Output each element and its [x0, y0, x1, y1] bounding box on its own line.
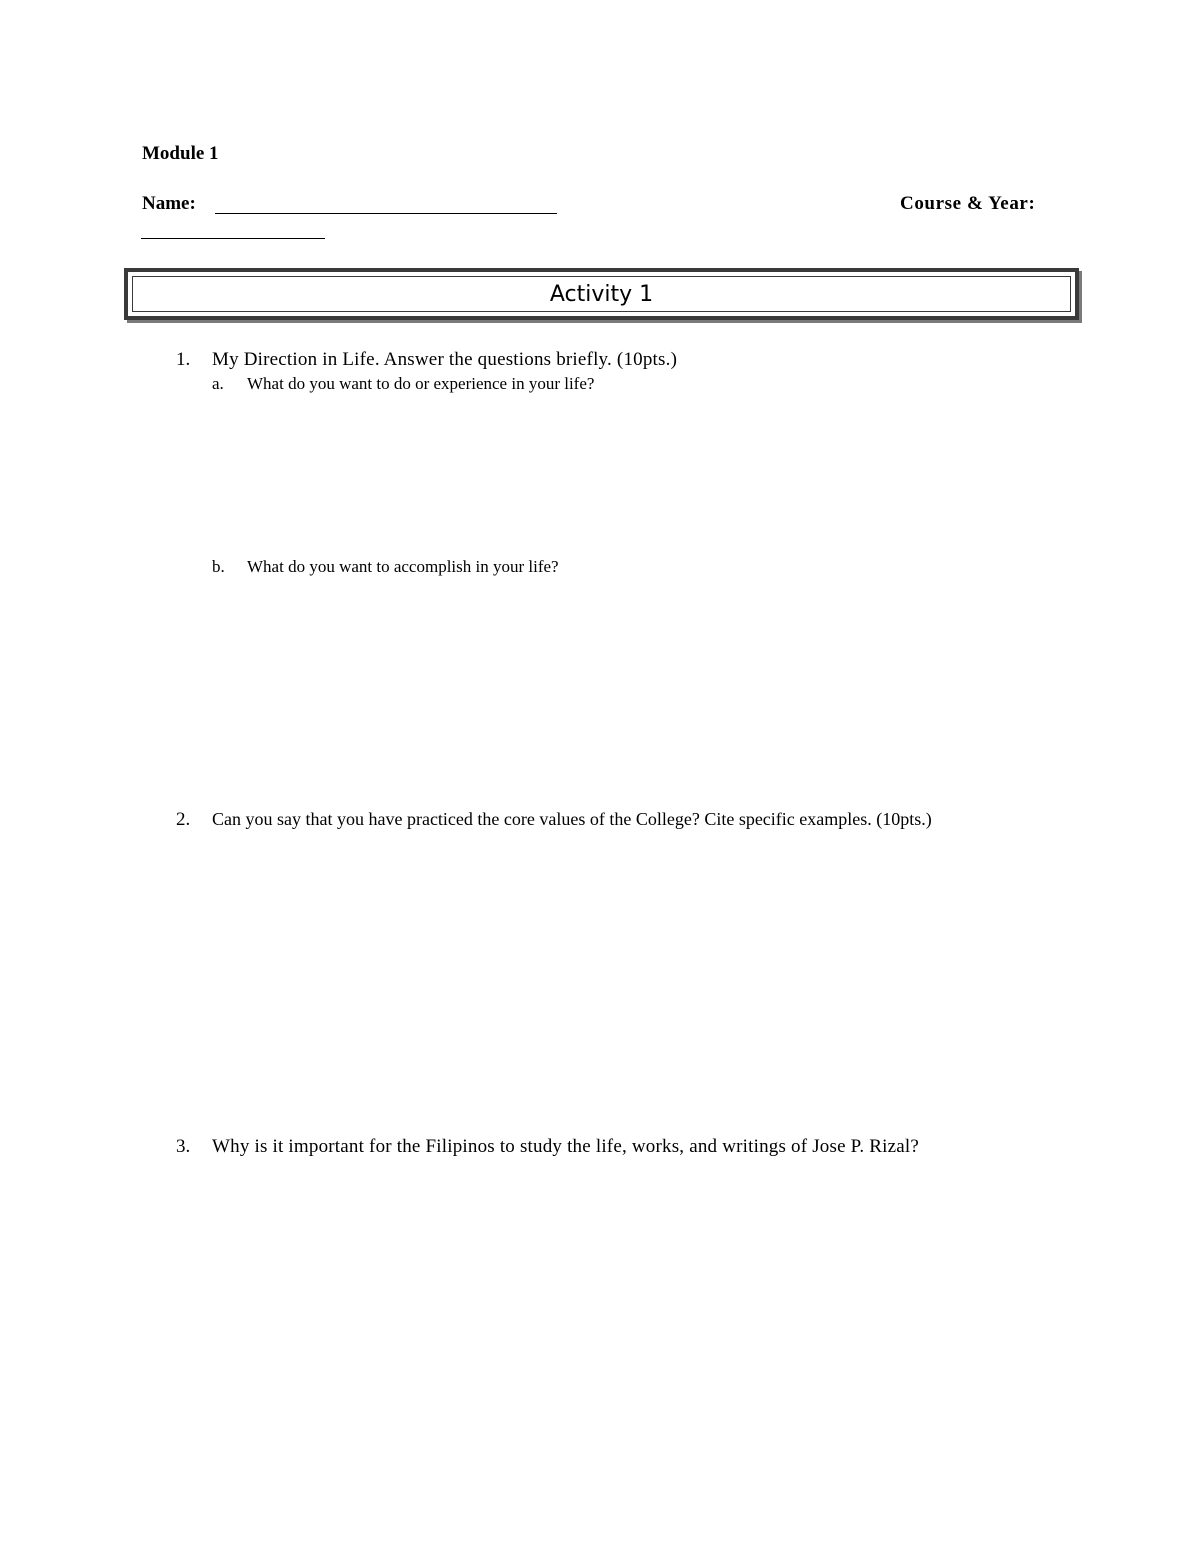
- question-1b-text: What do you want to accomplish in your life?: [247, 557, 559, 576]
- question-1-text: My Direction in Life. Answer the questions briefly. (10pts.): [212, 349, 678, 370]
- question-1a-text: What do you want to do or experience in your life?: [247, 374, 595, 393]
- question-1-number: 1.: [176, 349, 191, 370]
- name-label: Name:: [142, 193, 196, 214]
- activity-title-box: [124, 268, 1079, 320]
- question-3-number: 3.: [176, 1136, 191, 1157]
- activity-title: Activity 1: [132, 276, 1071, 312]
- question-2-number: 2.: [176, 809, 191, 830]
- question-1b-letter: b.: [212, 557, 225, 576]
- module-title: Module 1: [142, 143, 219, 164]
- name-blank-line[interactable]: [215, 213, 557, 214]
- question-2-text: Can you say that you have practiced the core values of the College? Cite specific examples. (10pts.): [212, 809, 932, 829]
- course-year-blank-line[interactable]: [141, 238, 325, 239]
- question-1a-letter: a.: [212, 374, 224, 393]
- course-year-label: Course & Year:: [900, 193, 1036, 214]
- question-3-text: Why is it important for the Filipinos to study the life, works, and writings of Jose P. Rizal?: [212, 1136, 919, 1157]
